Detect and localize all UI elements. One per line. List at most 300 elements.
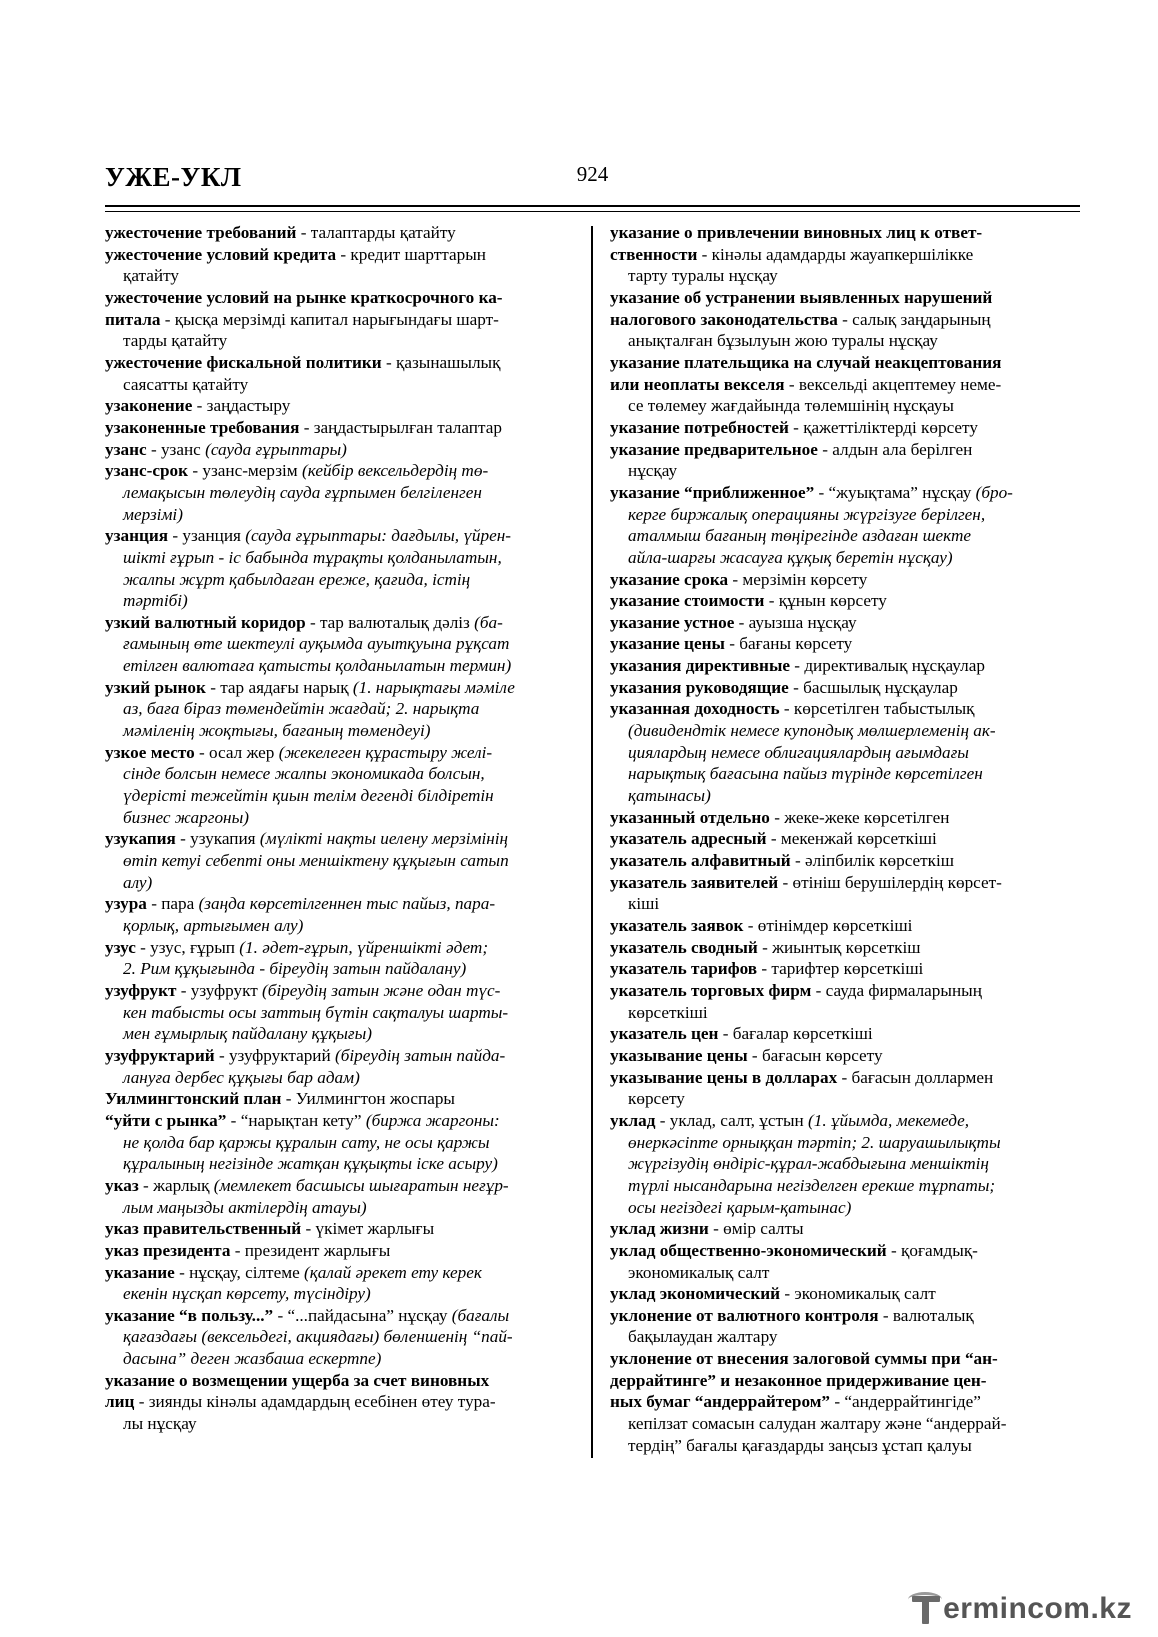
translation: - экономикалық салт	[780, 1284, 936, 1304]
dictionary-line	[105, 980, 580, 1002]
dictionary-line	[105, 698, 580, 720]
dictionary-line	[610, 677, 1080, 699]
dictionary-line	[105, 569, 580, 591]
dictionary-line	[105, 1413, 580, 1435]
headword: указатель заявок	[610, 916, 744, 935]
dictionary-line	[610, 807, 1080, 829]
header-rule-thin	[105, 211, 1080, 212]
logo-t-icon	[912, 1592, 942, 1626]
dictionary-line	[105, 1175, 580, 1197]
definition-note: мен ғұмырлық пайдалану құқығы)	[123, 1024, 372, 1044]
definition-note: (жекелеген құрастыру желі-	[278, 742, 493, 762]
dictionary-line	[105, 1348, 580, 1370]
translation: қатайту	[123, 266, 179, 286]
dictionary-line	[105, 937, 580, 959]
definition-note: 2. Рим құқығында - біреудің затын пайдалану)	[123, 959, 467, 979]
dictionary-line	[610, 504, 1080, 526]
headword: указатель тарифов	[610, 959, 758, 979]
translation: - қазынашылық	[381, 352, 501, 372]
headword: указание “приближенное”	[610, 482, 815, 502]
dictionary-line	[105, 244, 580, 266]
definition-note: (биржа жаргоны:	[365, 1110, 500, 1130]
translation: саясатты қатайту	[123, 374, 249, 394]
translation: - талаптарды қатайту	[296, 223, 456, 242]
translation: - вексельді акцептемеу неме-	[784, 374, 1002, 394]
translation: - басшылық нұсқаулар	[788, 677, 958, 697]
translation: - узус, ғұрып	[135, 937, 240, 957]
translation: - көрсетілген табыстылық	[779, 699, 975, 719]
header-title: УЖЕ-УКЛ	[105, 162, 242, 192]
translation: - заңдастырылған талаптар	[299, 417, 502, 437]
translation: - нұсқау, сілтеме	[174, 1262, 304, 1282]
dictionary-line	[610, 893, 1080, 915]
dictionary-line	[610, 1262, 1080, 1284]
translation: кепілзат сомасын салудан жалтару және “андеррай-	[628, 1414, 1007, 1434]
dictionary-line	[610, 547, 1080, 569]
headword: указание предварительное	[610, 439, 818, 459]
definition-note: осы негіздегі қарым-қатынас)	[628, 1197, 852, 1217]
dictionary-line	[610, 655, 1080, 677]
dictionary-line	[105, 1153, 580, 1175]
definition-note: циялардың немесе облигациялардың ағымдағы	[628, 742, 969, 762]
dictionary-line	[105, 742, 580, 764]
translation: - салық заңдарының	[837, 309, 991, 329]
dictionary-line	[610, 1045, 1080, 1067]
dictionary-line	[610, 763, 1080, 785]
headword: указ президента	[105, 1240, 231, 1260]
translation: - узукапия	[175, 829, 260, 849]
dictionary-line	[610, 1132, 1080, 1154]
dictionary-line	[610, 958, 1080, 980]
dictionary-line	[105, 330, 580, 352]
dictionary-line	[610, 1175, 1080, 1197]
headword: узура	[105, 894, 147, 914]
headword: Уилмингтонский план	[105, 1089, 282, 1109]
dictionary-line	[105, 1023, 580, 1045]
dictionary-line	[610, 265, 1080, 287]
page-number: 924	[576, 162, 609, 186]
definition-note: өнеркәсіпте орныққан тәртіп; 2. шаруашылықты	[628, 1132, 1001, 1152]
dictionary-line	[105, 460, 580, 482]
headword: узанс-срок	[105, 461, 189, 481]
translation: - узуфруктарий	[214, 1045, 336, 1065]
translation: - сауда фирмаларының	[811, 980, 982, 1000]
translation: - президент жарлығы	[230, 1240, 391, 1260]
translation: - бағасын доллармен	[837, 1067, 994, 1087]
translation: - осал жер	[194, 742, 279, 762]
definition-note: сінде болсын немесе жалпы экономикада болсын,	[123, 764, 485, 784]
headword: указывание цены	[610, 1045, 748, 1065]
definition-note: (сауда ғұрыптары: дағдылы, үйрен-	[245, 526, 512, 546]
headword: узус	[105, 937, 136, 957]
dictionary-line	[105, 1002, 580, 1024]
dictionary-line	[610, 309, 1080, 331]
dictionary-line	[610, 1391, 1080, 1413]
translation: - өмір салты	[708, 1219, 804, 1239]
definition-note: (мүлікті нақты иелену мерзімінің	[259, 829, 509, 849]
dictionary-line	[610, 352, 1080, 374]
definition-note: алу)	[123, 872, 153, 892]
dictionary-line	[105, 893, 580, 915]
headword: питала	[105, 309, 161, 329]
definition-note: (мемлекет басшысы шығаратын неғұр-	[213, 1175, 509, 1195]
definition-note: екенін нұсқап көрсету, түсіндіру)	[123, 1284, 371, 1304]
dictionary-line	[105, 1305, 580, 1327]
headword: ужесточение фискальной политики	[105, 352, 382, 372]
headword: налогового законодательства	[610, 309, 838, 329]
translation: - жеке-жеке көрсетілген	[769, 807, 950, 827]
translation: - алдын ала берілген	[817, 439, 973, 459]
definition-note: кен табысты осы заттың бүтін сақталуы шарты-	[123, 1002, 509, 1022]
dictionary-line	[105, 1326, 580, 1348]
headword: указание срока	[610, 569, 729, 589]
definition-note: (біреудің затын пайда-	[335, 1045, 506, 1065]
headword: указание цены	[610, 634, 725, 654]
definition-note: лануға дербес құқығы бар адам)	[123, 1067, 360, 1087]
site-logo	[912, 1590, 1132, 1628]
dictionary-line	[105, 1370, 580, 1392]
headword: узанция	[105, 526, 169, 546]
definition-note: мәміленің жоқтығы, бағаның төмендеуі)	[123, 721, 431, 741]
translation: - қажеттіліктерді көрсету	[788, 417, 978, 437]
definition-note: қағаздағы (вексельдегі, акциядағы) бөленшенің “пай-	[123, 1327, 513, 1347]
dictionary-line	[610, 698, 1080, 720]
definition-note: (1. әдет-ғұрып, үйреншікті әдет;	[239, 937, 489, 957]
headword: указатель адресный	[610, 829, 767, 849]
headword: уклад экономический	[610, 1284, 781, 1304]
headword: деррайтинге” и незаконное придерживание цен-	[610, 1370, 987, 1390]
definition-note: құралының негізінде жатқан құқықты іске асыру)	[123, 1154, 498, 1174]
translation: көрсету	[628, 1089, 685, 1109]
headword: указание устное	[610, 612, 735, 632]
headword: указатель заявителей	[610, 872, 779, 892]
dictionary-line	[105, 807, 580, 829]
definition-note: қорлық, артығымен алу)	[123, 916, 304, 935]
headword: уклонение от валютного контроля	[610, 1305, 879, 1325]
headword: указание об устранении выявленных нарушений	[610, 287, 993, 307]
headword: узкий валютный коридор	[105, 612, 306, 632]
dictionary-line	[105, 309, 580, 331]
dictionary-line	[610, 1435, 1080, 1457]
headword: указ правительственный	[105, 1219, 302, 1239]
dictionary-line	[105, 590, 580, 612]
dictionary-line	[610, 1153, 1080, 1175]
definition-note: шікті ғұрып - іс бабында тұрақты қолданылатын,	[123, 547, 502, 567]
translation: - “жуықтама” нұсқау	[814, 482, 976, 502]
dictionary-line	[105, 1391, 580, 1413]
dictionary-line	[610, 1305, 1080, 1327]
column-divider	[591, 226, 593, 1458]
definition-note: тәртібі)	[123, 591, 188, 611]
headword: уклад общественно-экономический	[610, 1240, 887, 1260]
translation: - тарифтер көрсеткіші	[757, 959, 924, 979]
translation: - тар валюталық дәліз	[305, 612, 475, 632]
headword: узкий рынок	[105, 677, 206, 697]
translation: экономикалық салт	[628, 1262, 770, 1282]
definition-note: (біреудің затын және одан түс-	[262, 980, 501, 1000]
translation: - узанс	[146, 439, 206, 459]
dictionary-line	[105, 504, 580, 526]
headword: уклад	[610, 1110, 656, 1130]
dictionary-line	[105, 958, 580, 980]
dictionary-line	[105, 1240, 580, 1262]
dictionary-line	[105, 1132, 580, 1154]
dictionary-line	[105, 482, 580, 504]
dictionary-line	[105, 395, 580, 417]
left-column	[105, 222, 580, 1435]
definition-note: етілген валютаға қатысты қолданылатын термин)	[123, 656, 512, 676]
dictionary-line	[105, 1262, 580, 1284]
translation: - директивалық нұсқаулар	[790, 656, 985, 676]
translation: тарту туралы нұсқау	[628, 266, 778, 286]
dictionary-line	[105, 720, 580, 742]
dictionary-line	[610, 1218, 1080, 1240]
headword: указывание цены в долларах	[610, 1067, 838, 1087]
definition-note: үдерісті тежейтін қиын телім дегенді білдіретін	[123, 786, 494, 806]
dictionary-line	[610, 1023, 1080, 1045]
definition-note: (бағалы	[451, 1305, 510, 1325]
translation: - ауызша нұсқау	[734, 612, 857, 632]
headword: или неоплаты векселя	[610, 374, 785, 394]
definition-note: (заңда көрсетілгеннен тыс пайыз, пара-	[198, 894, 496, 914]
definition-note: (сауда ғұрыптары)	[205, 439, 347, 459]
translation: - бағасын көрсету	[747, 1045, 883, 1065]
header-rule-thick	[105, 205, 1080, 207]
dictionary-line	[105, 1110, 580, 1132]
definition-note: жүргізудің өндіріс-құрал-жабдығына меншіктің	[628, 1154, 989, 1174]
headword: указатель торговых фирм	[610, 980, 812, 1000]
definition-note: аз, баға біраз төмендейтін жағдай; 2. нарықта	[123, 699, 480, 719]
dictionary-line	[610, 222, 1080, 244]
dictionary-line	[105, 439, 580, 461]
translation: - зиянды кінәлы адамдардың есебінен өтеу тура-	[134, 1392, 496, 1412]
dictionary-line	[610, 525, 1080, 547]
dictionary-line	[105, 763, 580, 785]
headword: указанная доходность	[610, 699, 780, 719]
headword: указание о привлечении виновных лиц к ответ-	[610, 223, 983, 242]
headword: узкое место	[105, 742, 195, 762]
dictionary-line	[610, 417, 1080, 439]
dictionary-line	[105, 265, 580, 287]
dictionary-line	[610, 633, 1080, 655]
translation: бақылаудан жалтару	[628, 1327, 778, 1347]
translation: - узанс-мерзім	[188, 461, 302, 481]
headword: лиц	[105, 1392, 135, 1412]
dictionary-line	[105, 352, 580, 374]
headword: указания руководящие	[610, 677, 789, 697]
definition-note: бизнес жаргоны)	[123, 807, 249, 827]
definition-note: (1. нарықтағы мәміле	[352, 677, 515, 697]
translation: - Уилмингтон жоспары	[281, 1089, 455, 1109]
headword: ужесточение условий на рынке краткосрочного ка-	[105, 287, 503, 307]
headword: узуфрукт	[105, 980, 177, 1000]
dictionary-line	[610, 1002, 1080, 1024]
dictionary-line	[610, 287, 1080, 309]
dictionary-line	[105, 417, 580, 439]
translation: - жиынтық көрсеткіш	[757, 937, 921, 957]
translation: - өтініш берушілердің көрсет-	[778, 872, 1002, 892]
dictionary-line	[610, 742, 1080, 764]
dictionary-line	[610, 915, 1080, 937]
translation: - узанция	[168, 526, 246, 546]
headword: узукапия	[105, 829, 176, 849]
headword: указанный отдельно	[610, 807, 770, 827]
translation: кіші	[628, 894, 660, 914]
dictionary-line	[610, 1283, 1080, 1305]
translation: - кінәлы адамдарды жауапкершілікке	[697, 244, 974, 264]
headword: указание “в пользу...”	[105, 1305, 274, 1325]
translation: - бағаны көрсету	[724, 634, 853, 654]
dictionary-line	[105, 612, 580, 634]
translation: - узуфрукт	[176, 980, 263, 1000]
dictionary-line	[105, 633, 580, 655]
dictionary-line	[610, 937, 1080, 959]
definition-note: лемақысын төлеудің сауда ғұрпымен белгіленген	[123, 482, 482, 502]
dictionary-line	[610, 1348, 1080, 1370]
dictionary-line	[610, 850, 1080, 872]
dictionary-line	[105, 1045, 580, 1067]
translation: се төлемеу жағдайында төлемшінің нұсқауы	[628, 396, 954, 416]
translation: - заңдастыру	[192, 396, 291, 416]
dictionary-line	[105, 1197, 580, 1219]
headword: узаконение	[105, 396, 193, 416]
dictionary-line	[610, 590, 1080, 612]
dictionary-line	[610, 1067, 1080, 1089]
headword: указатель цен	[610, 1024, 719, 1044]
definition-note: керге биржалық операцияны жүргізуге берілген,	[628, 504, 986, 524]
dictionary-line	[105, 785, 580, 807]
right-column	[610, 222, 1080, 1456]
dictionary-line	[610, 1326, 1080, 1348]
headword: узаконенные требования	[105, 417, 300, 437]
translation: - валюталық	[878, 1305, 974, 1325]
logo-text: ermincom.kz	[943, 1592, 1132, 1625]
translation: нұсқау	[628, 461, 678, 481]
translation: - әліпбилік көрсеткіш	[790, 851, 955, 871]
dictionary-line	[610, 482, 1080, 504]
headword: указатель сводный	[610, 937, 758, 957]
translation: көрсеткіші	[628, 1002, 708, 1022]
dictionary-line	[105, 547, 580, 569]
definition-note: қатынасы)	[628, 786, 711, 806]
dictionary-line	[105, 1283, 580, 1305]
translation: - тар аядағы нарық	[205, 677, 353, 697]
dictionary-line	[105, 287, 580, 309]
translation: - кредит шарттарын	[336, 244, 486, 264]
headword: уклад жизни	[610, 1219, 709, 1239]
dictionary-line	[610, 720, 1080, 742]
dictionary-line	[610, 980, 1080, 1002]
dictionary-line	[610, 1413, 1080, 1435]
dictionary-line	[610, 1240, 1080, 1262]
translation: тердің” бағалы қағаздарды заңсыз ұстап қалуы	[628, 1435, 972, 1455]
translation: - қысқа мерзімді капитал нарығындағы шарт-	[160, 309, 499, 329]
definition-note: (қалай әрекет ету керек	[304, 1262, 482, 1282]
headword: узанс	[105, 439, 147, 459]
headword: указание потребностей	[610, 417, 789, 437]
dictionary-line	[105, 872, 580, 894]
translation: - уклад, салт, ұстын	[655, 1110, 809, 1130]
translation: анықталған бұзылуын жою туралы нұсқау	[628, 331, 938, 351]
headword: указание плательщика на случай неакцептования	[610, 352, 1002, 372]
headword: “уйти с рынка”	[105, 1110, 227, 1130]
dictionary-line	[610, 1197, 1080, 1219]
dictionary-line	[610, 785, 1080, 807]
dictionary-line	[105, 525, 580, 547]
definition-note: нарықтық бағасына пайыз түрінде көрсетілген	[628, 764, 983, 784]
definition-note: лым маңызды актілердің атауы)	[123, 1197, 367, 1217]
headword: узуфруктарий	[105, 1045, 215, 1065]
translation: - пара	[146, 894, 199, 914]
dictionary-line	[610, 612, 1080, 634]
dictionary-line	[105, 655, 580, 677]
headword: указание стоимости	[610, 591, 765, 611]
definition-note: айла-шарғы жасауға құқық беретін нұсқау)	[628, 547, 953, 567]
definition-note: не қолда бар қаржы құралын сату, не осы қаржы	[123, 1132, 490, 1152]
headword: уклонение от внесения залоговой суммы при “ан-	[610, 1349, 998, 1369]
definition-note: (кейбір вексельдердің тө-	[301, 461, 489, 481]
definition-note: аталмыш бағаның төңірегінде аздаған шекте	[628, 526, 972, 546]
definition-note: дасына” деген жазбаша ескертпе)	[123, 1349, 382, 1369]
translation: - өтінімдер көрсеткіші	[743, 916, 913, 935]
definition-note: (дивидендтік немесе купондық мөлшерлеменің ак-	[628, 721, 996, 741]
dictionary-line	[610, 569, 1080, 591]
page-header	[105, 156, 1080, 212]
dictionary-line	[105, 677, 580, 699]
dictionary-line	[610, 439, 1080, 461]
dictionary-line	[610, 828, 1080, 850]
dictionary-line	[105, 1067, 580, 1089]
headword: указ	[105, 1175, 139, 1195]
definition-note: мерзімі)	[123, 504, 183, 524]
headword: ственности	[610, 244, 698, 264]
dictionary-line	[610, 1110, 1080, 1132]
translation: - жарлық	[138, 1175, 214, 1195]
dictionary-line	[105, 1218, 580, 1240]
translation: лы нұсқау	[123, 1414, 197, 1434]
dictionary-line	[105, 915, 580, 937]
definition-note: жалпы жұрт қабылдаған ереже, қағида, істің	[123, 569, 471, 589]
dictionary-line	[105, 374, 580, 396]
definition-note: (1. ұйымда, мекемеде,	[808, 1110, 970, 1130]
definition-note: түрлі нысандарына негізделген ерекше тұрпаты;	[628, 1175, 996, 1195]
translation: - “андеррайтингіде”	[830, 1392, 981, 1412]
translation: тарды қатайту	[123, 331, 228, 351]
dictionary-line	[610, 374, 1080, 396]
headword: указание о возмещении ущерба за счет виновных	[105, 1370, 490, 1390]
dictionary-line	[610, 395, 1080, 417]
headword: указатель алфавитный	[610, 851, 791, 871]
definition-note: өтіп кетуі себепті оны меншіктену құқығын сатып	[123, 851, 509, 871]
definition-note: (бро-	[975, 482, 1013, 502]
headword: ных бумаг “андеррайтером”	[610, 1392, 831, 1412]
headword: указание	[105, 1262, 175, 1282]
translation: - бағалар көрсеткіші	[718, 1024, 873, 1044]
translation: - мерзімін көрсету	[728, 569, 868, 589]
headword: ужесточение условий кредита	[105, 244, 337, 264]
dictionary-line	[105, 828, 580, 850]
translation: - құнын көрсету	[764, 591, 887, 611]
dictionary-line	[610, 460, 1080, 482]
dictionary-line	[610, 330, 1080, 352]
translation: - үкімет жарлығы	[301, 1219, 435, 1239]
dictionary-line	[105, 222, 580, 244]
dictionary-line	[610, 872, 1080, 894]
translation: - мекенжай көрсеткіші	[766, 829, 937, 849]
translation: - “...пайдасына” нұсқау	[273, 1305, 452, 1325]
headword: ужесточение требований	[105, 223, 297, 242]
headword: указания директивные	[610, 656, 790, 676]
